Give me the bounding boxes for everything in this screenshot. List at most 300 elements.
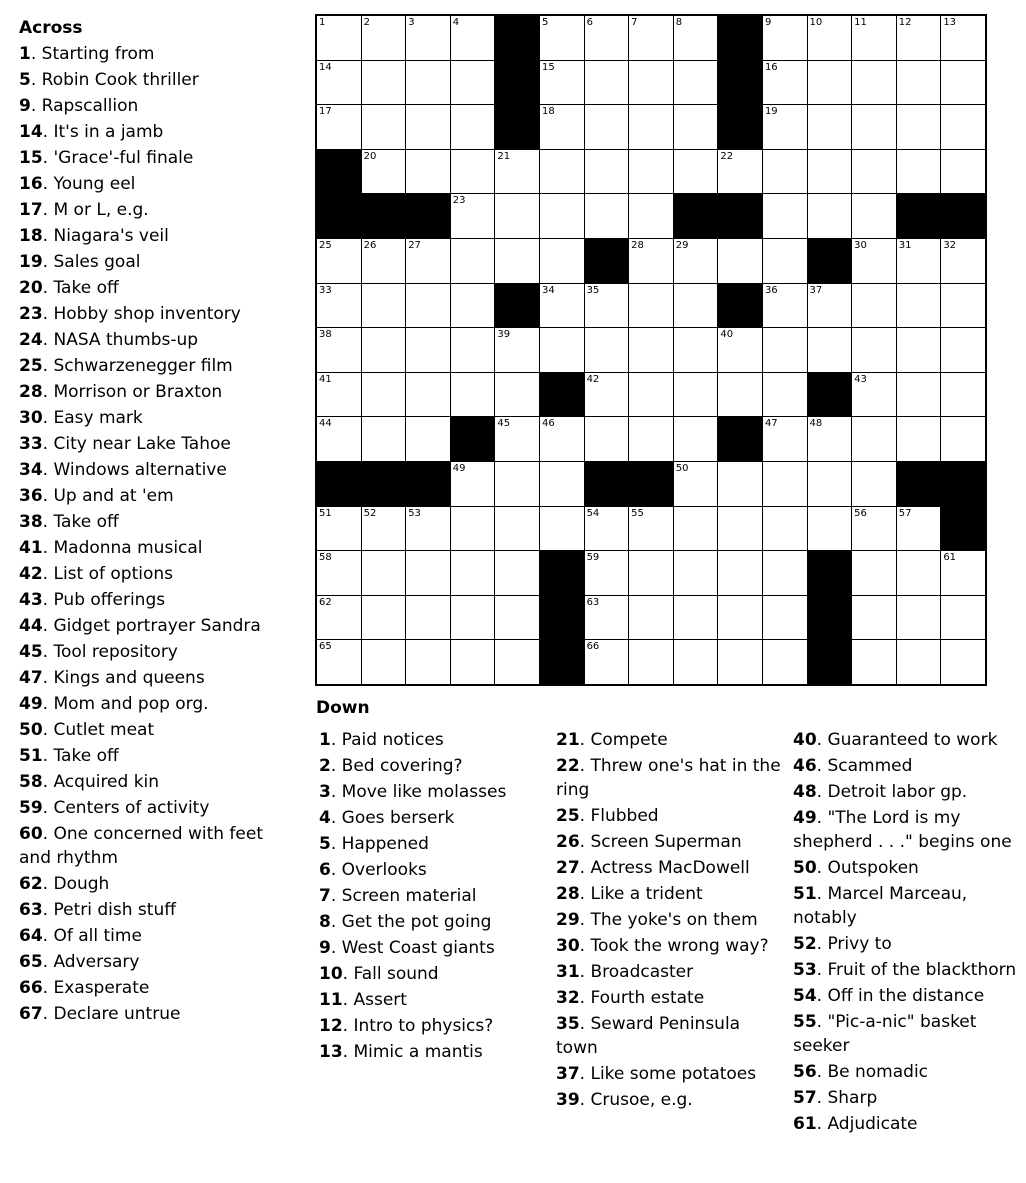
- clue-number: 59: [19, 798, 43, 818]
- grid-cell[interactable]: [585, 61, 629, 105]
- clue: [556, 1088, 786, 1112]
- grid-cell[interactable]: [941, 105, 985, 149]
- grid-cell[interactable]: [763, 551, 807, 595]
- grid-cell[interactable]: [629, 596, 673, 640]
- grid-cell[interactable]: [763, 284, 807, 328]
- grid-cell[interactable]: [317, 239, 361, 283]
- grid-cell[interactable]: [585, 105, 629, 149]
- clue: [556, 1062, 786, 1086]
- clue-number: 4: [319, 808, 331, 828]
- clue-text: . Intro to physics?: [342, 1016, 494, 1036]
- grid-block: [808, 373, 852, 417]
- grid-cell[interactable]: [629, 507, 673, 551]
- grid-cell[interactable]: [362, 417, 406, 461]
- clue-number: 30: [556, 936, 580, 956]
- cell-number: 31: [898, 239, 912, 251]
- grid-cell[interactable]: [808, 462, 852, 506]
- clue-number: 5: [319, 834, 331, 854]
- grid-cell[interactable]: [941, 328, 985, 372]
- grid-cell[interactable]: [495, 194, 539, 238]
- grid-cell[interactable]: [718, 150, 762, 194]
- grid-block: [941, 507, 985, 551]
- clue-number: 31: [556, 962, 580, 982]
- grid-cell[interactable]: [674, 16, 718, 60]
- clue-number: 8: [319, 912, 331, 932]
- clue: [19, 744, 279, 768]
- grid-cell[interactable]: [763, 150, 807, 194]
- grid-cell[interactable]: [808, 194, 852, 238]
- grid-cell[interactable]: [941, 596, 985, 640]
- grid-cell[interactable]: [629, 640, 673, 684]
- grid-cell[interactable]: [941, 551, 985, 595]
- grid-cell[interactable]: [585, 150, 629, 194]
- grid-cell[interactable]: [362, 150, 406, 194]
- grid-cell[interactable]: [451, 105, 495, 149]
- grid-cell[interactable]: [540, 239, 584, 283]
- clue-text: . Adversary: [42, 952, 140, 972]
- grid-cell[interactable]: [585, 551, 629, 595]
- grid-cell[interactable]: [763, 194, 807, 238]
- clue: [319, 858, 549, 882]
- grid-cell[interactable]: [451, 239, 495, 283]
- grid-cell[interactable]: [674, 417, 718, 461]
- grid-cell[interactable]: [808, 328, 852, 372]
- clue: [556, 804, 786, 828]
- grid-cell[interactable]: [495, 239, 539, 283]
- clue-text: . Fruit of the blackthorn: [816, 960, 1017, 980]
- grid-cell[interactable]: [897, 417, 941, 461]
- cell-number: 44: [319, 418, 332, 430]
- grid-block: [540, 551, 584, 595]
- grid-cell[interactable]: [362, 373, 406, 417]
- grid-cell[interactable]: [763, 61, 807, 105]
- grid-cell[interactable]: [317, 551, 361, 595]
- grid-cell[interactable]: [406, 640, 450, 684]
- grid-cell[interactable]: [718, 551, 762, 595]
- grid-block: [362, 194, 406, 238]
- grid-cell[interactable]: [317, 640, 361, 684]
- cell-number: 41: [319, 373, 332, 385]
- grid-cell[interactable]: [406, 596, 450, 640]
- grid-cell[interactable]: [540, 61, 584, 105]
- grid-cell[interactable]: [808, 507, 852, 551]
- grid-cell[interactable]: [763, 105, 807, 149]
- grid-cell[interactable]: [629, 239, 673, 283]
- clue-number: 44: [19, 616, 43, 636]
- cell-number: 23: [452, 195, 466, 207]
- grid-cell[interactable]: [585, 640, 629, 684]
- grid-cell[interactable]: [941, 284, 985, 328]
- grid-cell[interactable]: [451, 462, 495, 506]
- clue-text: . Up and at 'em: [42, 486, 174, 506]
- clue-number: 41: [19, 538, 43, 558]
- grid-cell[interactable]: [852, 596, 896, 640]
- grid-cell[interactable]: [317, 373, 361, 417]
- clue-number: 17: [19, 200, 43, 220]
- grid-cell[interactable]: [540, 462, 584, 506]
- grid-cell[interactable]: [897, 150, 941, 194]
- grid-cell[interactable]: [674, 507, 718, 551]
- grid-cell[interactable]: [852, 328, 896, 372]
- grid-cell[interactable]: [406, 239, 450, 283]
- grid-cell[interactable]: [852, 507, 896, 551]
- grid-cell[interactable]: [585, 194, 629, 238]
- grid-cell[interactable]: [585, 596, 629, 640]
- grid-cell[interactable]: [897, 239, 941, 283]
- grid-cell[interactable]: [852, 194, 896, 238]
- clue: [319, 962, 549, 986]
- across-heading: Across: [19, 18, 83, 38]
- grid-cell[interactable]: [451, 373, 495, 417]
- clue: [19, 224, 279, 248]
- clue: [793, 1060, 1018, 1084]
- grid-cell[interactable]: [718, 462, 762, 506]
- grid-cell[interactable]: [406, 551, 450, 595]
- clue: [19, 380, 279, 404]
- grid-block: [406, 194, 450, 238]
- grid-cell[interactable]: [317, 16, 361, 60]
- grid-cell[interactable]: [808, 150, 852, 194]
- grid-cell[interactable]: [674, 239, 718, 283]
- grid-cell[interactable]: [941, 239, 985, 283]
- grid-cell[interactable]: [941, 417, 985, 461]
- grid-cell[interactable]: [406, 417, 450, 461]
- grid-cell[interactable]: [629, 328, 673, 372]
- clue: [556, 830, 786, 854]
- grid-cell[interactable]: [897, 640, 941, 684]
- grid-cell[interactable]: [852, 61, 896, 105]
- grid-block: [808, 596, 852, 640]
- grid-cell[interactable]: [451, 61, 495, 105]
- cell-number: 10: [809, 17, 823, 28]
- grid-block: [585, 462, 629, 506]
- grid-cell[interactable]: [718, 640, 762, 684]
- grid-cell[interactable]: [362, 328, 406, 372]
- grid-block: [495, 16, 539, 60]
- grid-cell[interactable]: [897, 61, 941, 105]
- grid-cell[interactable]: [897, 596, 941, 640]
- grid-cell[interactable]: [763, 373, 807, 417]
- clue-number: 30: [19, 408, 43, 428]
- grid-cell[interactable]: [406, 507, 450, 551]
- grid-cell[interactable]: [540, 328, 584, 372]
- grid-cell[interactable]: [852, 373, 896, 417]
- grid-cell[interactable]: [852, 417, 896, 461]
- clue: [319, 832, 549, 856]
- grid-cell[interactable]: [897, 105, 941, 149]
- grid-cell[interactable]: [406, 16, 450, 60]
- clue-text: . Outspoken: [816, 858, 919, 878]
- grid-cell[interactable]: [763, 417, 807, 461]
- cell-number: 15: [541, 61, 555, 73]
- cell-number: 18: [541, 106, 555, 118]
- clue-number: 6: [319, 860, 331, 880]
- grid-cell[interactable]: [718, 596, 762, 640]
- grid-cell[interactable]: [852, 462, 896, 506]
- grid-cell[interactable]: [674, 640, 718, 684]
- grid-cell[interactable]: [897, 373, 941, 417]
- cell-number: 61: [943, 552, 957, 564]
- grid-cell[interactable]: [362, 16, 406, 60]
- grid-cell[interactable]: [763, 462, 807, 506]
- grid-cell[interactable]: [362, 239, 406, 283]
- grid-cell[interactable]: [585, 16, 629, 60]
- clue-number: 16: [19, 174, 43, 194]
- clue-text: . Mom and pop org.: [42, 694, 209, 714]
- grid-cell[interactable]: [451, 551, 495, 595]
- grid-cell[interactable]: [451, 507, 495, 551]
- grid-cell[interactable]: [362, 507, 406, 551]
- clue-text: . Starting from: [30, 44, 155, 64]
- cell-number: 58: [319, 552, 332, 564]
- clue: [19, 458, 279, 482]
- clue-text: . Goes berserk: [330, 808, 455, 828]
- clue: [19, 68, 279, 92]
- grid-block: [451, 417, 495, 461]
- grid-cell[interactable]: [852, 284, 896, 328]
- grid-cell[interactable]: [451, 150, 495, 194]
- grid-cell[interactable]: [317, 507, 361, 551]
- grid-cell[interactable]: [495, 373, 539, 417]
- cell-number: 62: [319, 596, 332, 608]
- grid-block: [808, 239, 852, 283]
- cell-number: 21: [497, 150, 511, 162]
- clue-text: . Off in the distance: [816, 986, 985, 1006]
- grid-cell[interactable]: [317, 284, 361, 328]
- clue: [19, 692, 279, 716]
- grid-cell[interactable]: [897, 328, 941, 372]
- grid-cell[interactable]: [763, 507, 807, 551]
- grid-cell[interactable]: [629, 61, 673, 105]
- grid-cell[interactable]: [406, 61, 450, 105]
- clue: [319, 728, 549, 752]
- grid-cell[interactable]: [674, 462, 718, 506]
- clue-number: 3: [319, 782, 331, 802]
- grid-cell[interactable]: [495, 150, 539, 194]
- grid-cell[interactable]: [718, 239, 762, 283]
- grid-cell[interactable]: [317, 328, 361, 372]
- clue-text: . Gidget portrayer Sandra: [42, 616, 261, 636]
- grid-cell[interactable]: [495, 596, 539, 640]
- grid-cell[interactable]: [317, 417, 361, 461]
- grid-cell[interactable]: [674, 551, 718, 595]
- grid-cell[interactable]: [451, 16, 495, 60]
- grid-cell[interactable]: [406, 328, 450, 372]
- grid-cell[interactable]: [718, 373, 762, 417]
- grid-cell[interactable]: [362, 551, 406, 595]
- down-clue-column-2: [556, 728, 786, 1114]
- grid-cell[interactable]: [629, 105, 673, 149]
- grid-cell[interactable]: [852, 239, 896, 283]
- grid-cell[interactable]: [406, 284, 450, 328]
- clue: [793, 984, 1018, 1008]
- clue: [319, 884, 549, 908]
- grid-cell[interactable]: [808, 105, 852, 149]
- grid-cell[interactable]: [540, 507, 584, 551]
- clue-text: . Tool repository: [42, 642, 178, 662]
- clue-number: 9: [319, 938, 331, 958]
- clue-text: . Happened: [330, 834, 429, 854]
- grid-cell[interactable]: [808, 417, 852, 461]
- clue-number: 14: [19, 122, 43, 142]
- clue-number: 28: [556, 884, 580, 904]
- grid-cell[interactable]: [808, 16, 852, 60]
- grid-cell[interactable]: [897, 551, 941, 595]
- grid-cell[interactable]: [941, 150, 985, 194]
- grid-cell[interactable]: [495, 507, 539, 551]
- grid-cell[interactable]: [362, 640, 406, 684]
- grid-cell[interactable]: [585, 507, 629, 551]
- grid-cell[interactable]: [585, 284, 629, 328]
- down-heading: Down: [316, 698, 370, 718]
- clue-number: 25: [19, 356, 43, 376]
- grid-cell[interactable]: [629, 150, 673, 194]
- grid-cell[interactable]: [585, 373, 629, 417]
- clue: [19, 872, 279, 896]
- clue-text: . Bed covering?: [330, 756, 463, 776]
- grid-cell[interactable]: [629, 417, 673, 461]
- grid-cell[interactable]: [451, 194, 495, 238]
- grid-cell[interactable]: [674, 596, 718, 640]
- grid-cell[interactable]: [718, 507, 762, 551]
- clue-number: 36: [19, 486, 43, 506]
- grid-cell[interactable]: [585, 417, 629, 461]
- clue: [19, 198, 279, 222]
- grid-cell[interactable]: [540, 194, 584, 238]
- clue-text: . Like some potatoes: [579, 1064, 757, 1084]
- grid-cell[interactable]: [852, 105, 896, 149]
- grid-cell[interactable]: [495, 551, 539, 595]
- grid-cell[interactable]: [763, 328, 807, 372]
- grid-cell[interactable]: [585, 328, 629, 372]
- grid-cell[interactable]: [763, 640, 807, 684]
- grid-cell[interactable]: [362, 596, 406, 640]
- cell-number: 25: [319, 239, 332, 251]
- grid-cell[interactable]: [540, 150, 584, 194]
- grid-cell[interactable]: [406, 150, 450, 194]
- grid-cell[interactable]: [674, 105, 718, 149]
- cell-number: 36: [764, 284, 778, 296]
- grid-cell[interactable]: [897, 16, 941, 60]
- grid-cell[interactable]: [852, 16, 896, 60]
- grid-cell[interactable]: [941, 16, 985, 60]
- grid-cell[interactable]: [674, 373, 718, 417]
- grid-cell[interactable]: [362, 105, 406, 149]
- grid-cell[interactable]: [808, 284, 852, 328]
- grid-block: [941, 462, 985, 506]
- grid-cell[interactable]: [629, 16, 673, 60]
- grid-block: [718, 16, 762, 60]
- grid-cell[interactable]: [763, 239, 807, 283]
- grid-cell[interactable]: [674, 61, 718, 105]
- grid-cell[interactable]: [451, 640, 495, 684]
- grid-block: [317, 194, 361, 238]
- grid-cell[interactable]: [897, 284, 941, 328]
- clue-text: . Young eel: [42, 174, 136, 194]
- grid-cell[interactable]: [495, 462, 539, 506]
- grid-cell[interactable]: [451, 328, 495, 372]
- grid-cell[interactable]: [451, 596, 495, 640]
- grid-cell[interactable]: [629, 373, 673, 417]
- clue-number: 48: [793, 782, 817, 802]
- grid-cell[interactable]: [451, 284, 495, 328]
- grid-cell[interactable]: [317, 596, 361, 640]
- cell-number: 1: [319, 17, 326, 28]
- grid-cell[interactable]: [941, 640, 985, 684]
- grid-cell[interactable]: [674, 328, 718, 372]
- grid-cell[interactable]: [317, 61, 361, 105]
- grid-cell[interactable]: [763, 596, 807, 640]
- clue: [19, 770, 279, 794]
- grid-cell[interactable]: [362, 284, 406, 328]
- clue-text: . Acquired kin: [42, 772, 160, 792]
- grid-cell[interactable]: [495, 640, 539, 684]
- grid-cell[interactable]: [495, 328, 539, 372]
- clue-text: . Cutlet meat: [42, 720, 155, 740]
- clue: [793, 728, 1018, 752]
- grid-cell[interactable]: [674, 284, 718, 328]
- grid-block: [540, 373, 584, 417]
- grid-cell[interactable]: [941, 61, 985, 105]
- clue: [19, 924, 279, 948]
- clue-text: . Adjudicate: [816, 1114, 918, 1134]
- cell-number: 4: [452, 17, 460, 28]
- grid-cell[interactable]: [406, 373, 450, 417]
- grid-cell[interactable]: [852, 551, 896, 595]
- grid-cell[interactable]: [629, 194, 673, 238]
- cell-number: 6: [586, 17, 593, 28]
- grid-cell[interactable]: [540, 417, 584, 461]
- clue-number: 51: [19, 746, 43, 766]
- grid-cell[interactable]: [362, 61, 406, 105]
- grid-cell[interactable]: [763, 16, 807, 60]
- grid-cell[interactable]: [718, 328, 762, 372]
- clue: [793, 1086, 1018, 1110]
- grid-cell[interactable]: [495, 417, 539, 461]
- grid-cell[interactable]: [852, 150, 896, 194]
- grid-cell[interactable]: [852, 640, 896, 684]
- clue-number: 29: [556, 910, 580, 930]
- clue-text: . One concerned with feet and rhythm: [19, 824, 263, 868]
- cell-number: 48: [809, 418, 823, 430]
- clue-number: 52: [793, 934, 817, 954]
- grid-cell[interactable]: [540, 284, 584, 328]
- clue-text: . Fourth estate: [579, 988, 705, 1008]
- grid-cell[interactable]: [540, 16, 584, 60]
- clue: [19, 276, 279, 300]
- clue-number: 64: [19, 926, 43, 946]
- grid-cell[interactable]: [540, 105, 584, 149]
- clue-text: . Pub offerings: [42, 590, 166, 610]
- grid-cell[interactable]: [406, 105, 450, 149]
- grid-cell[interactable]: [674, 150, 718, 194]
- clue-number: 34: [19, 460, 43, 480]
- grid-cell[interactable]: [629, 284, 673, 328]
- grid-cell[interactable]: [808, 61, 852, 105]
- clue-text: . Take off: [42, 512, 119, 532]
- grid-cell[interactable]: [317, 105, 361, 149]
- clue-number: 67: [19, 1004, 43, 1024]
- grid-cell[interactable]: [897, 507, 941, 551]
- grid-cell[interactable]: [941, 373, 985, 417]
- clue: [556, 754, 786, 802]
- grid-block: [718, 417, 762, 461]
- grid-cell[interactable]: [629, 551, 673, 595]
- clue-text: . "The Lord is my shepherd . . ." begins one: [793, 808, 1012, 852]
- clue-number: 38: [19, 512, 43, 532]
- clue: [319, 1040, 549, 1064]
- clue-text: . Sharp: [816, 1088, 878, 1108]
